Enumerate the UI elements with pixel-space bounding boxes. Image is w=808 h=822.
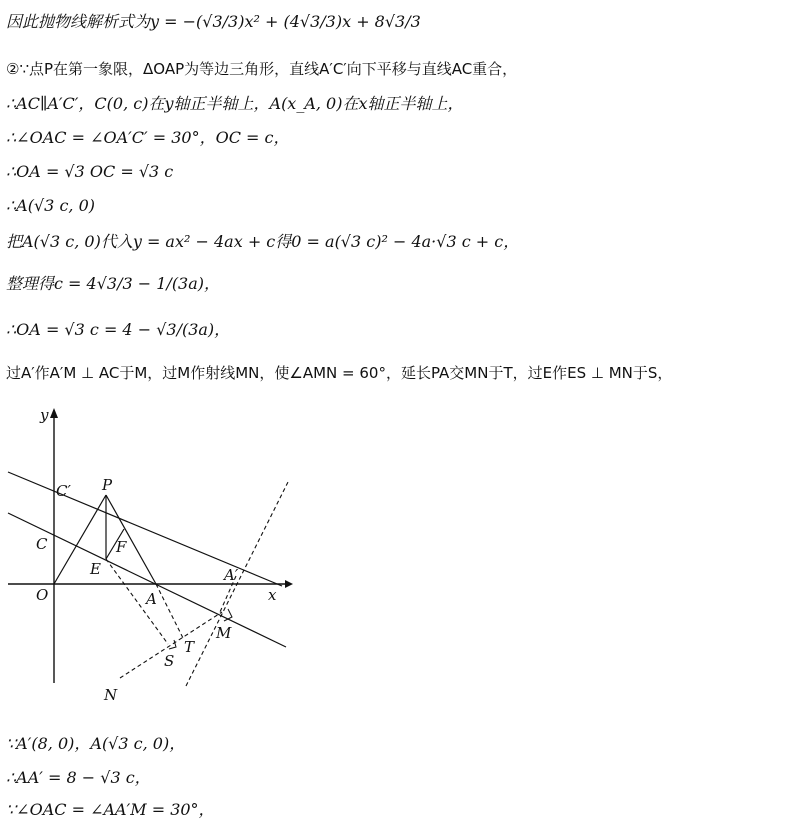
- label-C-prime: C′: [56, 482, 71, 500]
- label-C: C: [36, 535, 48, 553]
- text-line-1: 因此抛物线解析式为y = −(√3/3)x² + (4√3/3)x + 8√3/3: [6, 12, 421, 31]
- text-line-8: 整理得c = 4√3/3 − 1/(3a)，: [6, 274, 221, 293]
- text-line-5: ∴OA = √3 OC = √3 c: [6, 162, 174, 181]
- text-line-10: 过A′作A′M ⊥ AC于M，过M作射线MN，使∠AMN = 60°，延长PA交MN于T，过E作ES ⊥ MN于S，: [6, 364, 673, 382]
- label-A: A: [146, 590, 157, 608]
- text-line-2: ②∵点P在第一象限，ΔOAP为等边三角形，直线A′C′向下平移与直线AC重合，: [6, 60, 518, 78]
- text-line-9: ∴OA = √3 c = 4 − √3/(3a)，: [6, 320, 231, 339]
- label-F: F: [116, 538, 127, 556]
- text-line-7: 把A(√3 c, 0)代入y = ax² − 4ax + c得0 = a(√3 c)² − 4a·√3 c + c，: [6, 232, 520, 251]
- text-line-3: ∴AC∥A′C′，C(0, c)在y轴正半轴上，A(x_A, 0)在x轴正半轴上，: [6, 94, 464, 113]
- text-line-11: ∵A′(8, 0)，A(√3 c, 0)，: [6, 734, 186, 753]
- geometry-figure: [0, 400, 320, 710]
- text-line-12: ∴AA′ = 8 − √3 c，: [6, 768, 151, 787]
- label-y: y: [40, 406, 49, 424]
- label-x: x: [268, 586, 277, 604]
- label-P: P: [102, 476, 113, 494]
- label-N: N: [104, 686, 118, 704]
- label-A-prime: A′: [224, 566, 239, 584]
- label-M: M: [216, 624, 232, 642]
- text-line-6: ∴A(√3 c, 0): [6, 196, 95, 215]
- label-S: S: [164, 652, 175, 670]
- text-line-4: ∴∠OAC = ∠OA′C′ = 30°，OC = c，: [6, 128, 290, 147]
- label-T: T: [184, 638, 195, 656]
- text-line-13: ∵∠OAC = ∠AA′M = 30°，: [6, 800, 215, 819]
- label-O: O: [36, 586, 49, 604]
- label-E: E: [90, 560, 101, 578]
